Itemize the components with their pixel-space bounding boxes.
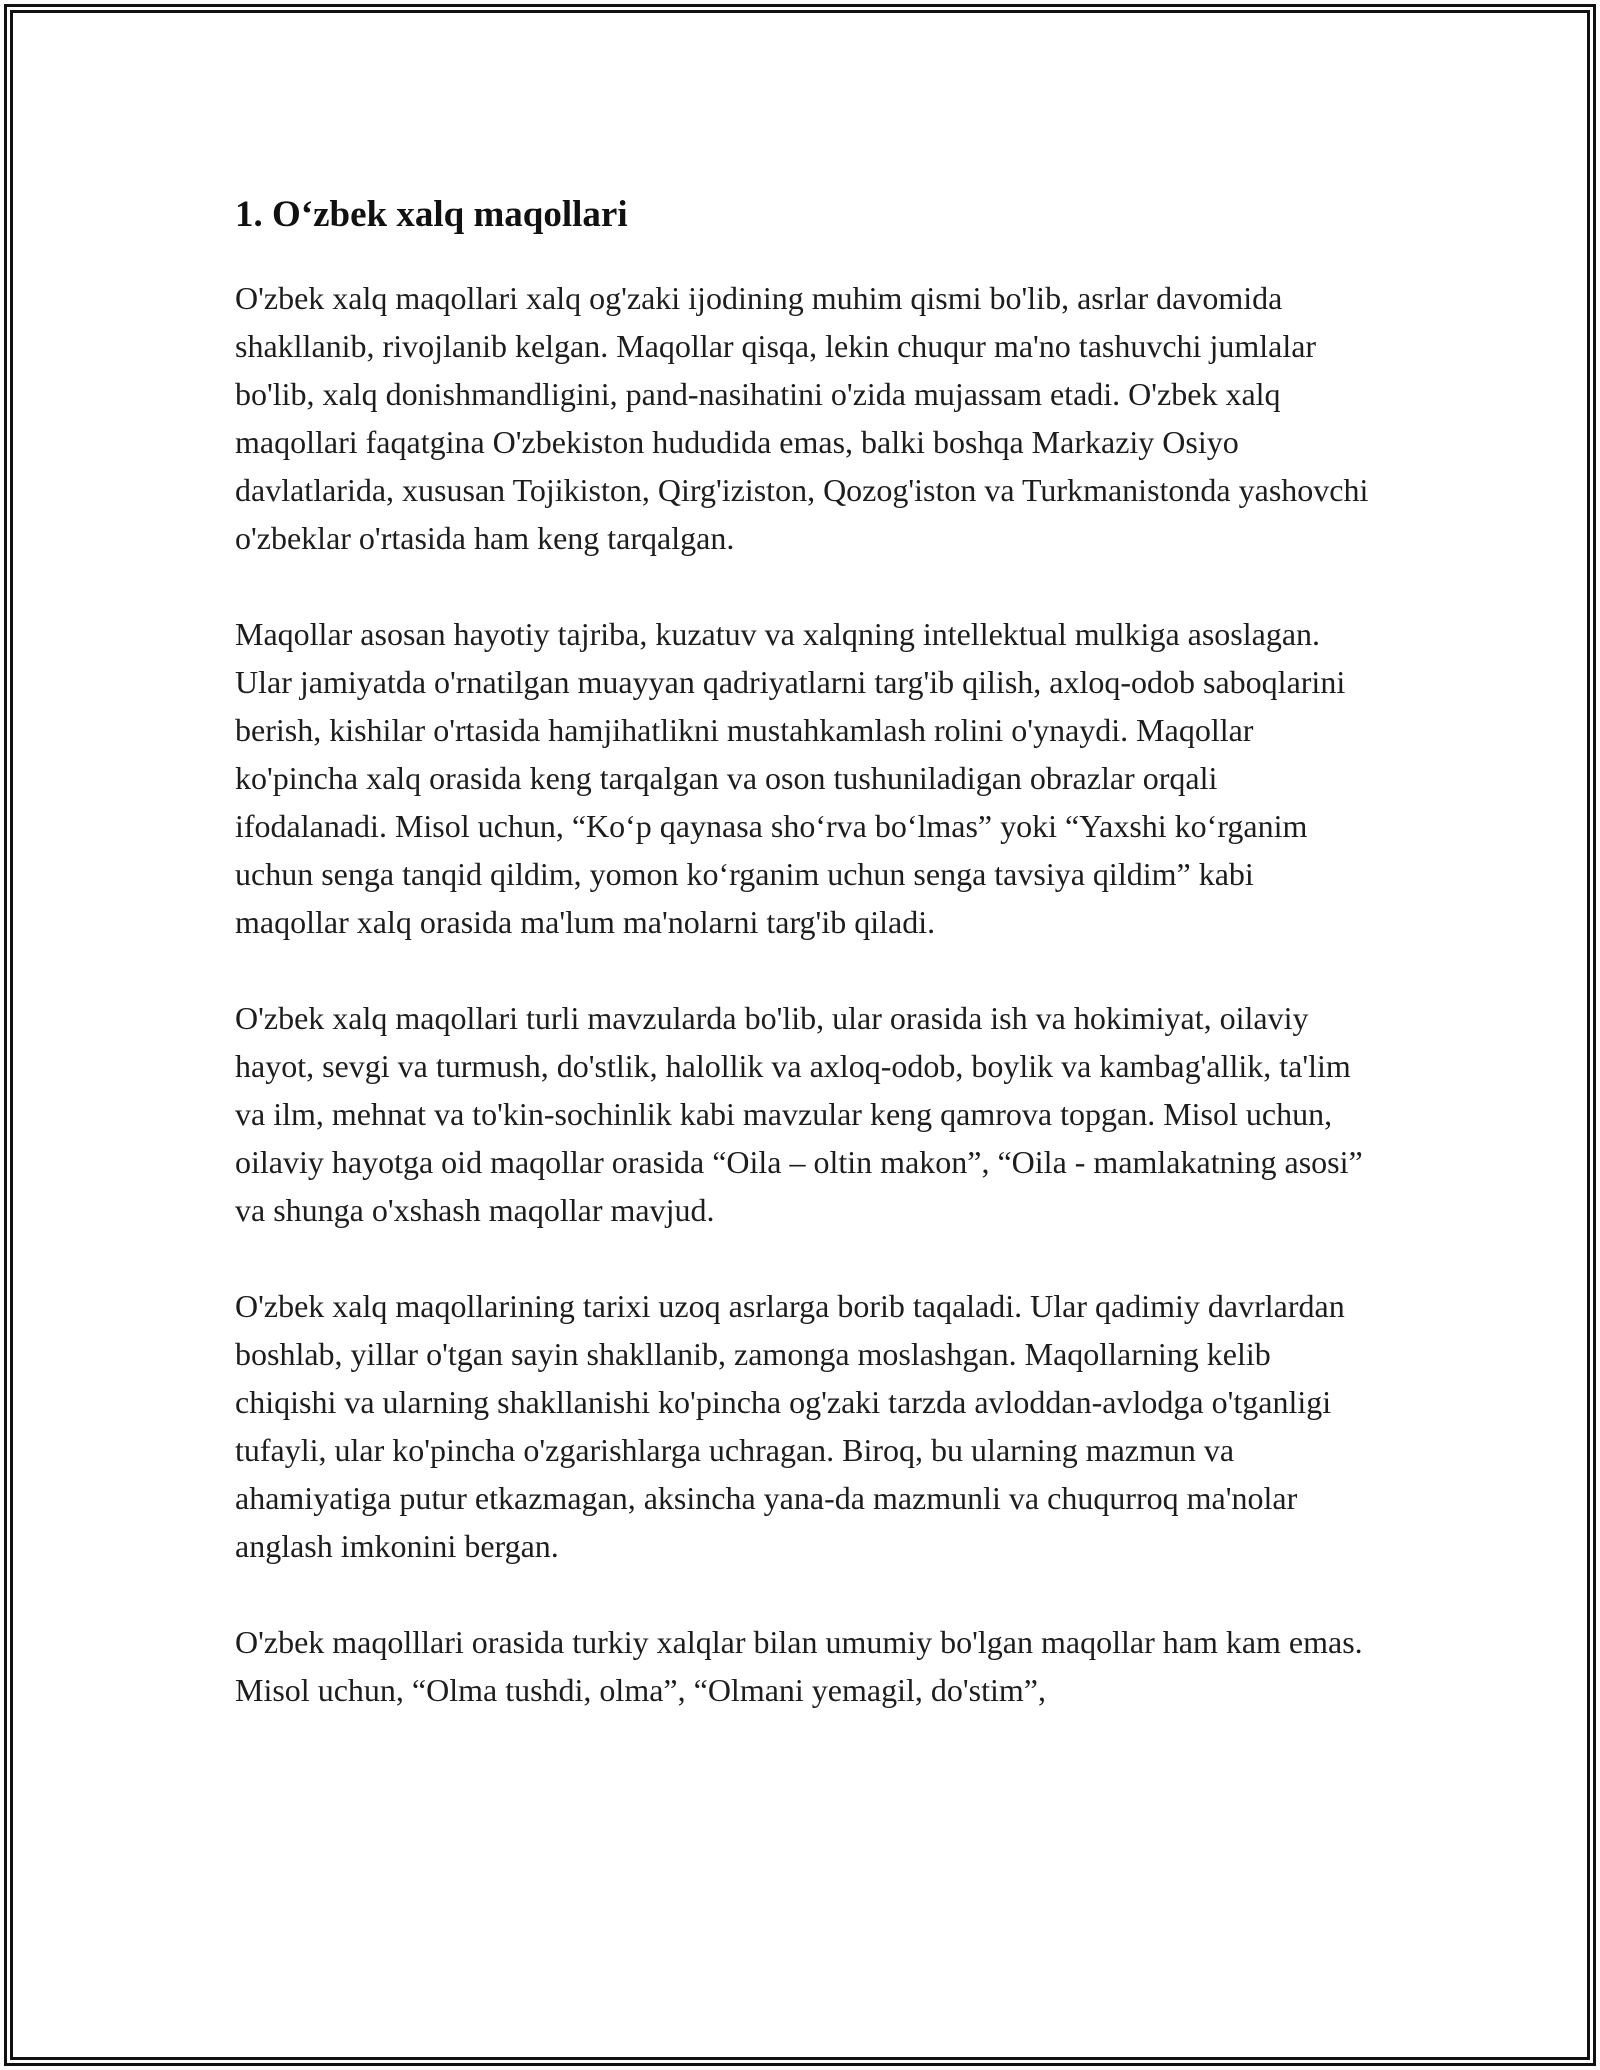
paragraph-1: O'zbek xalq maqollari xalq og'zaki ijodining muhim qismi bo'lib, asrlar davomida shakllanib, rivojlanib kelgan. Maqollar qisqa, lekin chuqur ma'no tashuvchi jumlalar bo'lib, xalq donishmandligini, pand-nasihatini o'zida mujassam etadi. O'zbek xalq maqollari faqatgina O'zbekiston hududida emas, balki boshqa Markaziy Osiyo davlatlarida, xususan Tojikiston, Qirg'iziston, Qozog'iston va Turkmanistonda yashovchi o'zbeklar o'rtasida ham keng tarqalgan. (235, 280, 1369, 556)
page-title: 1. O‘zbek xalq maqollari (235, 194, 628, 235)
paragraph-3: O'zbek xalq maqollari turli mavzularda bo'lib, ular orasida ish va hokimiyat, oilaviy hayot, sevgi va turmush, do'stlik, halollik va axloq-odob, boylik va kambag'allik, ta'lim va ilm, mehnat va to'kin-sochinlik kabi mavzular keng qamrova topgan. Misol uchun, oilaviy hayotga oid maqollar orasida “Oila – oltin makon”, “Oila - mamlakatning asosi” va shunga o'xshash maqollar mavjud. (235, 1000, 1363, 1228)
document-body (235, 188, 1375, 1762)
paragraph-2: Maqollar asosan hayotiy tajriba, kuzatuv va xalqning intellektual mulkiga asoslagan. Ular jamiyatda o'rnatilgan muayyan qadriyatlarni targ'ib qilish, axloq-odob saboqlarini berish, kishilar o'rtasida hamjihatlikni mustahkamlash rolini o'ynaydi. Maqollar ko'pincha xalq orasida keng tarqalgan va oson tushuniladigan obrazlar orqali ifodalanadi. Misol uchun, “Ko‘p qaynasa sho‘rva bo‘lmas” yoki “Yaxshi ko‘rganim uchun senga tanqid qildim, yomon ko‘rganim uchun senga tavsiya qildim” kabi maqollar xalq orasida ma'lum ma'nolarni targ'ib qiladi. (235, 616, 1346, 940)
paragraph-5: O'zbek maqolllari orasida turkiy xalqlar bilan umumiy bo'lgan maqollar ham kam emas. Misol uchun, “Olma tushdi, olma”, “Olmani yemagil, do'stim”, (235, 1624, 1363, 1708)
paragraph-4: O'zbek xalq maqollarining tarixi uzoq asrlarga borib taqaladi. Ular qadimiy davrlardan boshlab, yillar o'tgan sayin shakllanib, zamonga moslashgan. Maqollarning kelib chiqishi va ularning shakllanishi ko'pincha og'zaki tarzda avloddan-avlodga o'tganligi tufayli, ular ko'pincha o'zgarishlarga uchragan. Biroq, bu ularning mazmun va ahamiyatiga putur etkazmagan, aksincha yana-da mazmunli va chuqurroq ma'nolar anglash imkonini bergan. (235, 1288, 1345, 1564)
